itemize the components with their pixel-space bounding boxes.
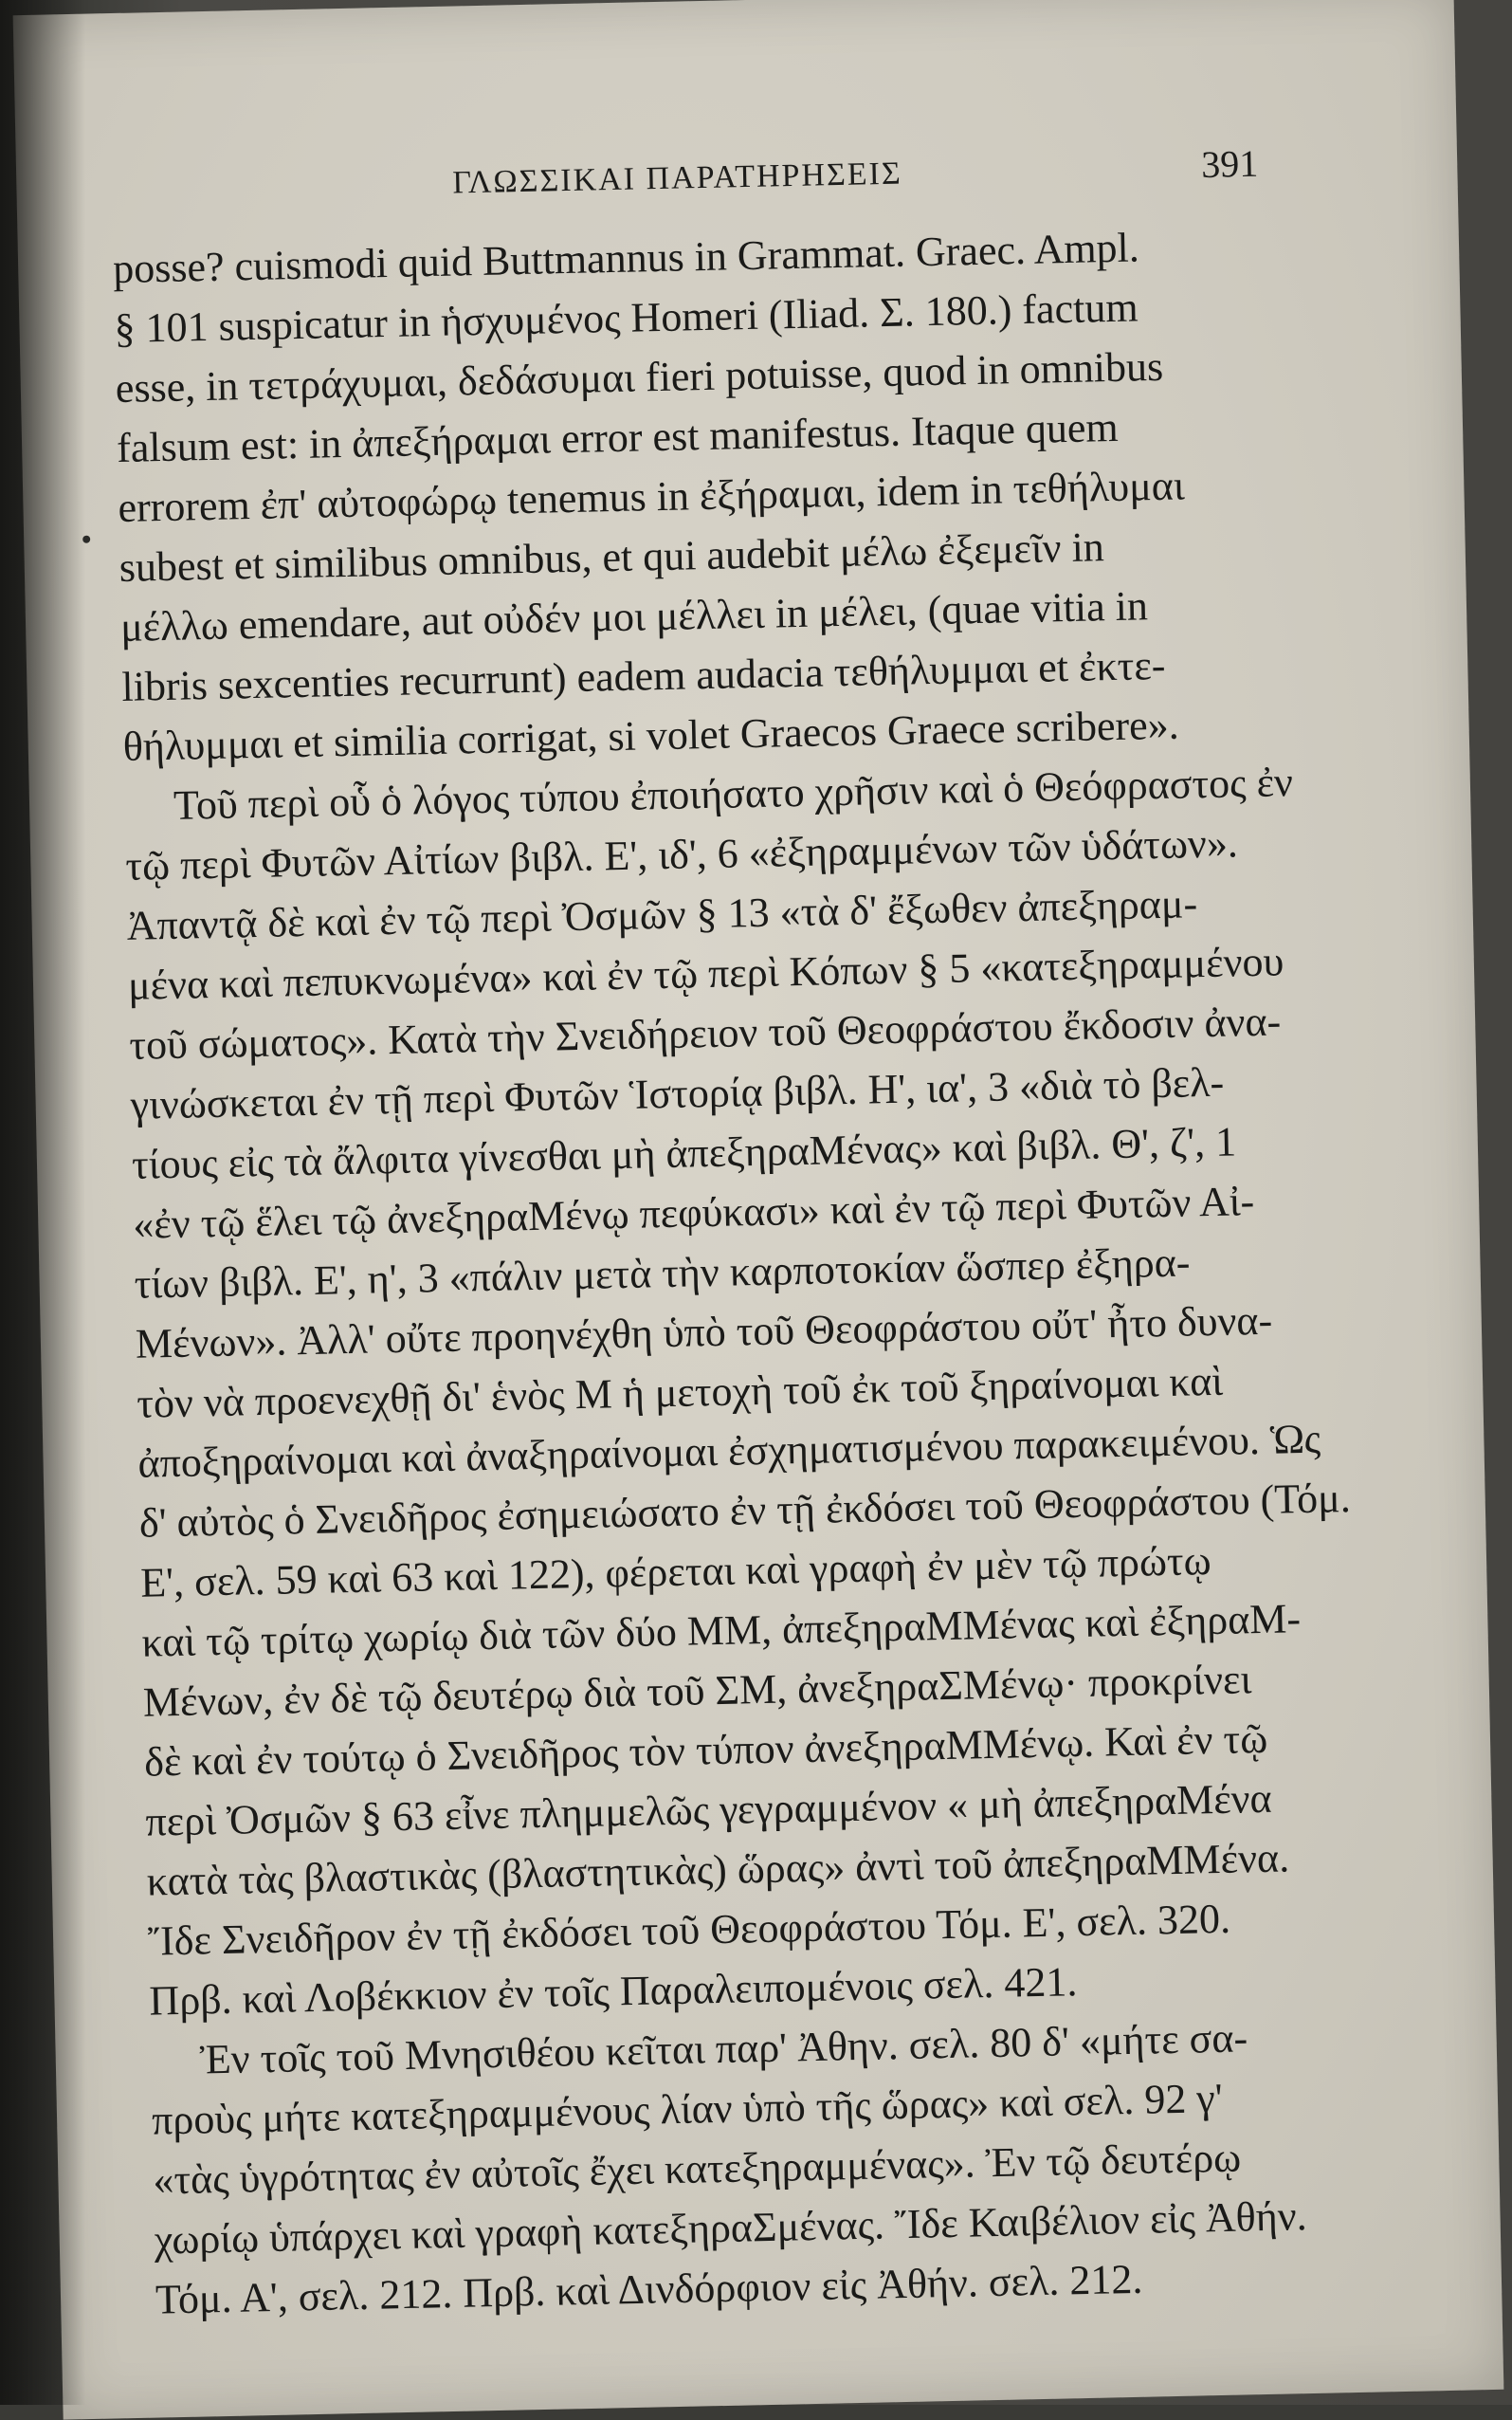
text-line: κατὰ τὰς βλαστικὰς (βλαστητικὰς) ὥρας» ἀντὶ τοῦ ἀπεξηραΜΜένα. (146, 1834, 1290, 1905)
text-line: προὺς μήτε κατεξηραμμένους λίαν ὑπὸ τῆς ὥρας» καὶ σελ. 92 γ' (151, 2074, 1224, 2144)
page-header (139, 141, 1259, 210)
text-line: Ἀπαντᾷ δὲ καὶ ἐν τῷ περὶ Ὀσμῶν § 13 «τὰ δ' ἔξωθεν ἀπεξηραμ- (126, 880, 1198, 949)
text-line: Τόμ. Α', σελ. 212. Πρβ. καὶ Δινδόρφιον εἰς Ἀθήν. σελ. 212. (155, 2255, 1143, 2323)
text-line: posse? cuismodi quid Buttmannus in Grammat. Graec. Ampl. (112, 224, 1140, 293)
text-line: Ε', σελ. 59 καὶ 63 καὶ 122), φέρεται καὶ γραφὴ ἐν μὲν τῷ πρώτῳ (139, 1537, 1212, 1606)
text-line: γινώσκεται ἐν τῇ περὶ Φυτῶν Ἱστορίᾳ βιβλ. Η', ια', 3 «διὰ τὸ βελ- (130, 1058, 1225, 1128)
text-line: Ἴδε Σνειδῆρον ἐν τῇ ἐκδόσει τοῦ Θεοφράστου Τόμ. Ε', σελ. 320. (147, 1895, 1231, 1965)
text-line: μένα καὶ πεπυκνωμένα» καὶ ἐν τῷ περὶ Κόπων § 5 «κατεξηραμμένου (127, 938, 1284, 1009)
text-line: μέλλω emendare, aut οὐδέν μοι μέλλει in μέλει, (quae vitia in (119, 582, 1149, 651)
text-line: δὲ καὶ ἐν τούτῳ ὁ Σνειδῆρος τὸν τύπον ἀνεξηραΜΜένῳ. Καὶ ἐν τῷ (143, 1714, 1268, 1786)
text-line: falsum est: in ἀπεξήραμαι error est manifestus. Itaque quem (116, 403, 1120, 471)
text-line: καὶ τῷ τρίτῳ χωρίῳ διὰ τῶν δύο ΜΜ, ἀπεξηραΜΜένας καὶ ἐξηραΜ- (141, 1595, 1302, 1666)
text-line: Μένων». Ἀλλ' οὔτε προηνέχθη ὑπὸ τοῦ Θεοφράστου οὔτ' ἦτο δυνα- (135, 1296, 1273, 1367)
text-line: θήλυμμαι et similia corrigat, si volet Graecos Graece scribere». (122, 701, 1180, 770)
body-text (112, 214, 1352, 2329)
text-line: τίων βιβλ. Ε', η', 3 «πάλιν μετὰ τὴν καρποτοκίαν ὥσπερ ἐξηρα- (134, 1238, 1191, 1308)
text-line: ἀποξηραίνομαι καὶ ἀναξηραίνομαι ἐσχηματισμένου παρακειμένου. Ὡς (137, 1415, 1321, 1487)
text-line: τῷ περὶ Φυτῶν Αἰτίων βιβλ. Ε', ιδ', 6 «ἐξηραμμένων τῶν ὑδάτων». (124, 819, 1239, 889)
book-page (13, 0, 1504, 2420)
text-line: § 101 suspicatur in ἡσχυμένος Homeri (Iliad. Σ. 180.) factum (114, 284, 1139, 353)
text-line: esse, in τετράχυμαι, δεδάσυμαι fieri potuisse, quod in omnibus (115, 342, 1164, 412)
text-line: χωρίῳ ὑπάρχει καὶ γραφὴ κατεξηραΣμένας. Ἴδε Καιβέλιον εἰς Ἀθήν. (154, 2192, 1308, 2264)
text-line: τίους εἰς τὰ ἄλφιτα γίνεσθαι μὴ ἀπεξηραΜένας» καὶ βιβλ. Θ', ζ', 1 (131, 1118, 1237, 1188)
text-line: Τοῦ περὶ οὗ ὁ λόγος τύπου ἐποιήσατο χρῆσιν καὶ ὁ Θεόφραστος ἐν (173, 759, 1294, 829)
text-line: errorem ἐπ' αὐτοφώρῳ tenemus in ἐξήραμαι, idem in τεθήλυμαι (117, 462, 1186, 531)
binding-shadow (0, 0, 85, 2405)
running-head: ΓΛΩΣΣΙΚΑΙ ΠΑΡΑΤΗΡΗΣΕΙΣ (452, 156, 903, 201)
text-line: τοῦ σώματος». Κατὰ τὴν Σνειδήρειον τοῦ Θεοφράστου ἔκδοσιν ἀνα- (128, 998, 1282, 1069)
text-line: «τὰς ὑγρότητας ἐν αὐτοῖς ἔχει κατεξηραμμένας». Ἐν τῷ δευτέρῳ (152, 2134, 1242, 2204)
text-line: δ' αὐτὸς ὁ Σνειδῆρος ἐσημειώσατο ἐν τῇ ἐκδόσει τοῦ Θεοφράστου (Τόμ. (138, 1474, 1352, 1547)
text-line: τὸν νὰ προενεχθῇ δι' ἑνὸς Μ ἡ μετοχὴ τοῦ ἐκ τοῦ ξηραίνομαι καὶ (136, 1357, 1224, 1427)
text-line: libris sexcenties recurrunt) eadem audacia τεθήλυμμαι et ἐκτε- (120, 641, 1166, 710)
page-number: 391 (1200, 141, 1259, 186)
text-line: subest et similibus omnibus, et qui audebit μέλω ἐξεμεῖν in (118, 523, 1105, 591)
text-line: «ἐν τῷ ἕλει τῷ ἀνεξηραΜένῳ πεφύκασι» καὶ ἐν τῷ περὶ Φυτῶν Αἰ- (132, 1178, 1255, 1248)
text-line: Ἐν τοῖς τοῦ Μνησιθέου κεῖται παρ' Ἀθην. σελ. 80 δ' «μήτε σα- (199, 2014, 1248, 2083)
text-line: Μένων, ἐν δὲ τῷ δευτέρῳ διὰ τοῦ ΣΜ, ἀνεξηραΣΜένῳ· προκρίνει (142, 1656, 1252, 1726)
text-line: περὶ Ὀσμῶν § 63 εἶνε πλημμελῶς γεγραμμένον « μὴ ἀπεξηραΜένα (145, 1774, 1273, 1845)
text-line: Πρβ. καὶ Λοβέκκιον ἐν τοῖς Παραλειπομένοις σελ. 421. (148, 1958, 1078, 2025)
